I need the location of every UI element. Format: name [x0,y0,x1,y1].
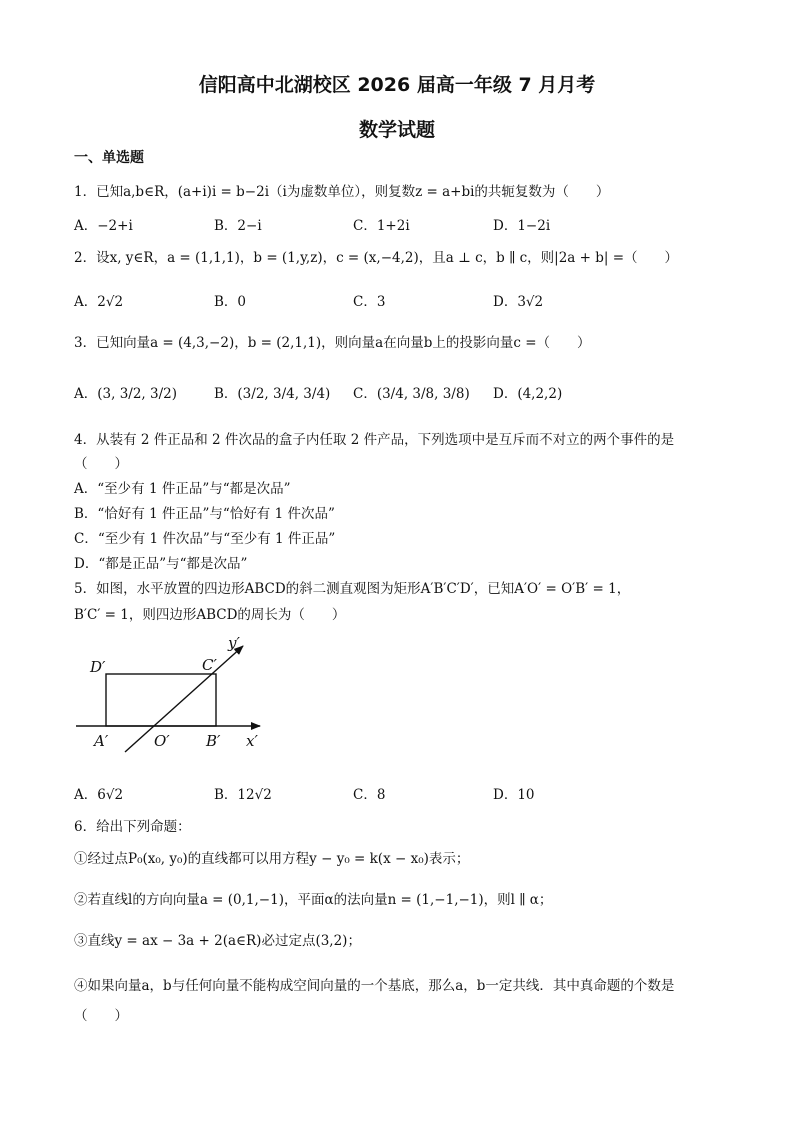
q2-option-d: D．3√2 [493,294,544,310]
q4-stem: 4．从装有 2 件正品和 2 件次品的盒子内任取 2 件产品，下列选项中是互斥而不对立的两个事件的是 [74,432,675,448]
q5-option-d: D．10 [493,787,535,803]
q1-option-d: D．1−2i [493,218,551,234]
q4-option-d: D．“都是正品”与“都是次品” [74,556,248,572]
label-y: y′ [228,634,240,652]
q5-stem: 5．如图，水平放置的四边形ABCD的斜二测直观图为矩形A′B′C′D′，已知A′O′ = O′B′ = 1， [74,581,631,597]
q6-item-3: ③直线y = ax − 3a + 2(a∈R)必过定点(3,2)； [74,933,361,949]
oblique-projection-figure [70,632,280,756]
q5-option-b: B．12√2 [214,787,272,803]
label-c: C′ [202,656,217,674]
q6-item-2: ②若直线l的方向向量a = (0,1,−1)，平面α的法向量n = (1,−1,−1)，则l ∥ α； [74,892,553,908]
q5-option-a: A．6√2 [74,787,124,803]
q1-option-c: C．1+2i [353,218,410,234]
q4-option-c: C．“至少有 1 件次品”与“至少有 1 件正品” [74,531,336,547]
section-heading: 一、单选题 [74,150,144,166]
q4-option-a: A．“至少有 1 件正品”与“都是次品” [74,481,291,497]
q3-option-b: B．(3/2, 3/4, 3/4) [214,386,331,402]
q5-option-c: C．8 [353,787,386,803]
exam-subtitle: 数学试题 [358,119,435,141]
q1-option-a: A．−2+i [74,218,133,234]
q1-stem: 1．已知a,b∈R，(a+i)i = b−2i（i为虚数单位），则复数z = a+bi的共轭复数为（ ） [74,184,610,200]
label-o: O′ [154,732,170,750]
q3-option-a: A．(3, 3/2, 3/2) [74,386,177,402]
q4-stem-paren: （ ） [74,456,128,472]
q6-item-1: ①经过点P₀(x₀, y₀)的直线都可以用方程y − y₀ = k(x − x₀)表示； [74,851,470,867]
q4-option-b: B．“恰好有 1 件正品”与“恰好有 1 件次品” [74,506,335,522]
q2-stem: 2．设x, y∈R，a = (1,1,1)，b = (1,y,z)，c = (x,−4,2)，且a ⊥ c，b ∥ c，则|2a + b| =（ ） [74,250,679,266]
y-axis [125,646,243,752]
label-a: A′ [94,732,109,750]
q3-option-c: C．(3/4, 3/8, 3/8) [353,386,470,402]
q2-option-c: C．3 [353,294,386,310]
q2-option-a: A．2√2 [74,294,124,310]
q6-stem-paren: （ ） [74,1008,128,1024]
exam-title: 信阳高中北湖校区 2026 届高一年级 7 月月考 [198,74,596,96]
q6-stem: 6．给出下列命题： [74,819,191,835]
q5-stem-line2: B′C′ = 1，则四边形ABCD的周长为（ ） [74,607,346,623]
q3-stem: 3．已知向量a = (4,3,−2)，b = (2,1,1)，则向量a在向量b上的投影向量c =（ ） [74,335,591,351]
q1-option-b: B．2−i [214,218,262,234]
q2-option-b: B．0 [214,294,247,310]
label-x: x′ [246,732,258,750]
rectangle-abcd [106,674,216,726]
q6-item-4: ④如果向量a，b与任何向量不能构成空间向量的一个基底，那么a，b一定共线．其中真命题的个数是 [74,978,675,994]
label-b: B′ [206,732,221,750]
label-d: D′ [90,658,106,676]
q3-option-d: D．(4,2,2) [493,386,563,402]
